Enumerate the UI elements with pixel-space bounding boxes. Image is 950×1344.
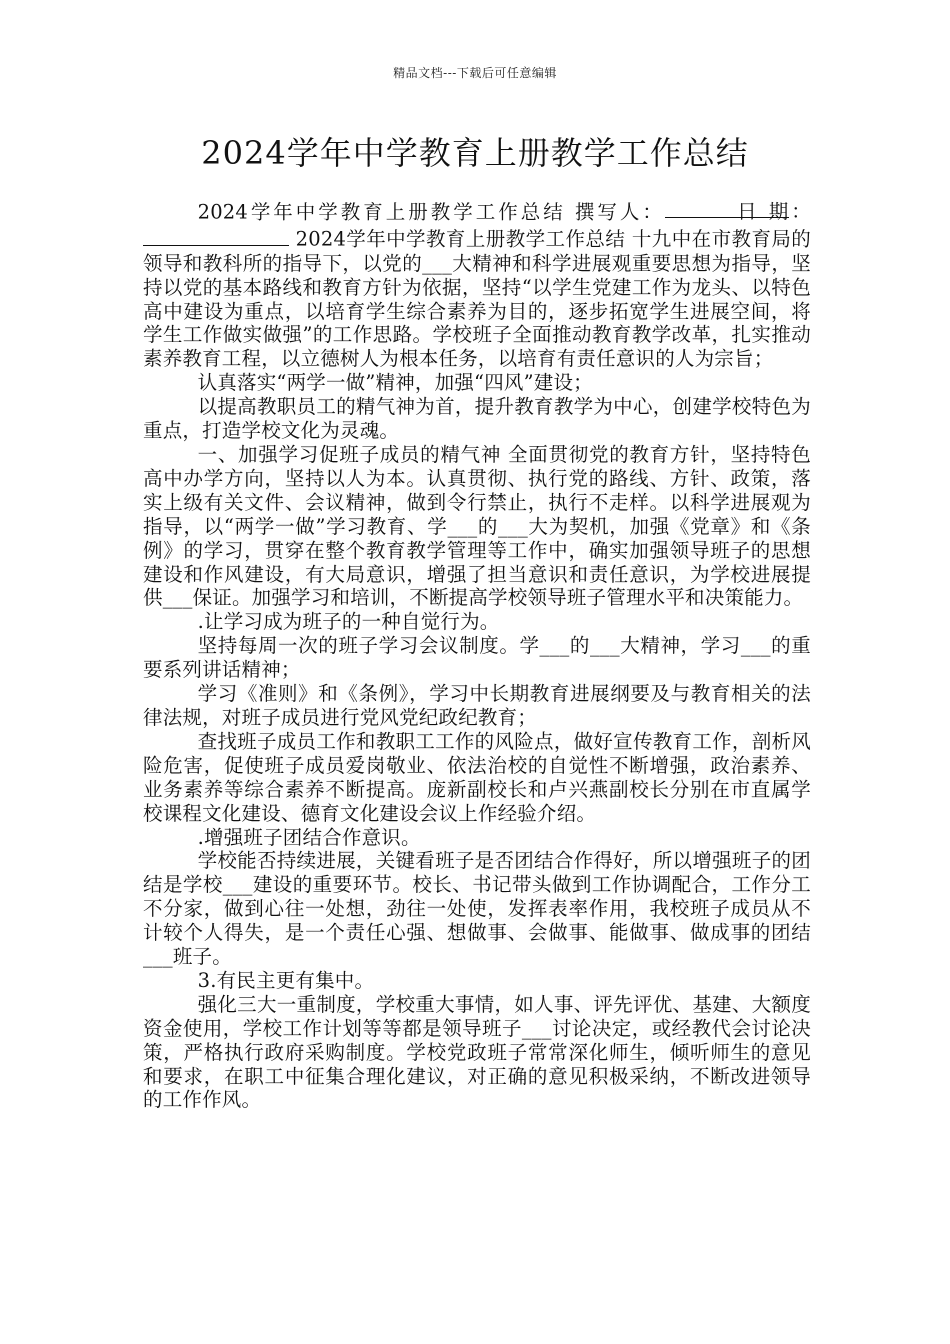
paragraph: 3.有民主更有集中。 <box>197 968 375 992</box>
paragraph: 以提高教职员工的精气神为首，提升教育教学为中心，创建学校特色为重点，打造学校文化为灵魂。 <box>143 395 811 443</box>
paragraph: 学习《准则》和《条例》，学习中长期教育进展纲要及与教育相关的法律法规，对班子成员进行党风党纪政纪教育； <box>143 682 811 729</box>
paragraph: 强化三大一重制度，学校重大事情，如人事、评先评优、基建、大额度资金使用，学校工作计划等等都是领导班子___讨论决定，或经教代会讨论决策，严格执行政府采购制度。学校党政班子常常深化师生，倾听师生的意见和要求，在职工中征集合理化建议，对正确的意见积极采纳，不断改进领导的工作作风。 <box>143 992 811 1112</box>
date-blank <box>143 224 289 245</box>
intro-lead: 2024学年中学教育上册教学工作总结 撰写人： <box>197 200 665 224</box>
intro-rest: 2024学年中学教育上册教学工作总结 十九中在市教育局的领导和教科所的指导下，以党的___大精神和科学进展观重要思想为指导，坚持以党的基本路线和教育方针为依据，坚持“以学生党建工作为龙头、以特色高中建设为重点，以培育学生综合素养为目的，逐步拓宽学生进展空间，将学生工作做实做强”的工作思路。学校班子全面推动教育教学改革，扎实推动素养教育工程，以立德树人为根本任务，以培育有责任意识的人为宗旨； <box>143 227 811 371</box>
paragraph: .增强班子团结合作意识。 <box>197 825 421 849</box>
paragraph: .让学习成为班子的一种自觉行为。 <box>197 610 500 634</box>
paragraph: 一、加强学习促班子成员的精气神 全面贯彻党的教育方针，坚持特色高中办学方向，坚持以人为本。认真贯彻、执行党的路线、方针、政策，落实上级有关文件、会议精神，做到令行禁止，执行不走样。以科学进展观为指导，以“两学一做”学习教育、学___的___大为契机，加强《党章》和《条例》的学习，贯穿在整个教育教学管理等工作中，确实加强领导班子的思想建设和作风建设，有大局意识，增强了担当意识和责任意识，为学校进展提供___保证。加强学习和培训，不断提高学校领导班子管理水平和决策能力。 <box>143 443 811 610</box>
paragraph: 查找班子成员工作和教职工工作的风险点，做好宣传教育工作，剖析风险危害，促使班子成员爱岗敬业、依法治校的自觉性不断增强，政治素养、业务素养等综合素养不断提高。庞新副校长和卢兴燕副校长分别在市直属学校课程文化建设、德育文化建设会议上作经验介绍。 <box>143 729 811 825</box>
paragraph: 认真落实“两学一做”精神，加强“四风”建设； <box>197 371 593 395</box>
page-header: 精品文档---下载后可任意编辑 <box>393 66 557 80</box>
document-title: 2024学年中学教育上册教学工作总结 <box>201 134 749 172</box>
date-label: 日 期： <box>734 200 811 224</box>
intro-paragraph <box>143 197 811 371</box>
paragraph: 学校能否持续进展，关键看班子是否团结合作得好，所以增强班子的团结是学校___建设的重要环节。校长、书记带头做到工作协调配合，工作分工不分家，做到心往一处想，劲往一处使，发挥表率作用，我校班子成员从不计较个人得失，是一个责任心强、想做事、会做事、能做事、做成事的团结___班子。 <box>143 849 811 969</box>
document-body <box>143 197 811 1112</box>
paragraph: 坚持每周一次的班子学习会议制度。学___的___大精神，学习___的重要系列讲话精神； <box>143 634 811 682</box>
